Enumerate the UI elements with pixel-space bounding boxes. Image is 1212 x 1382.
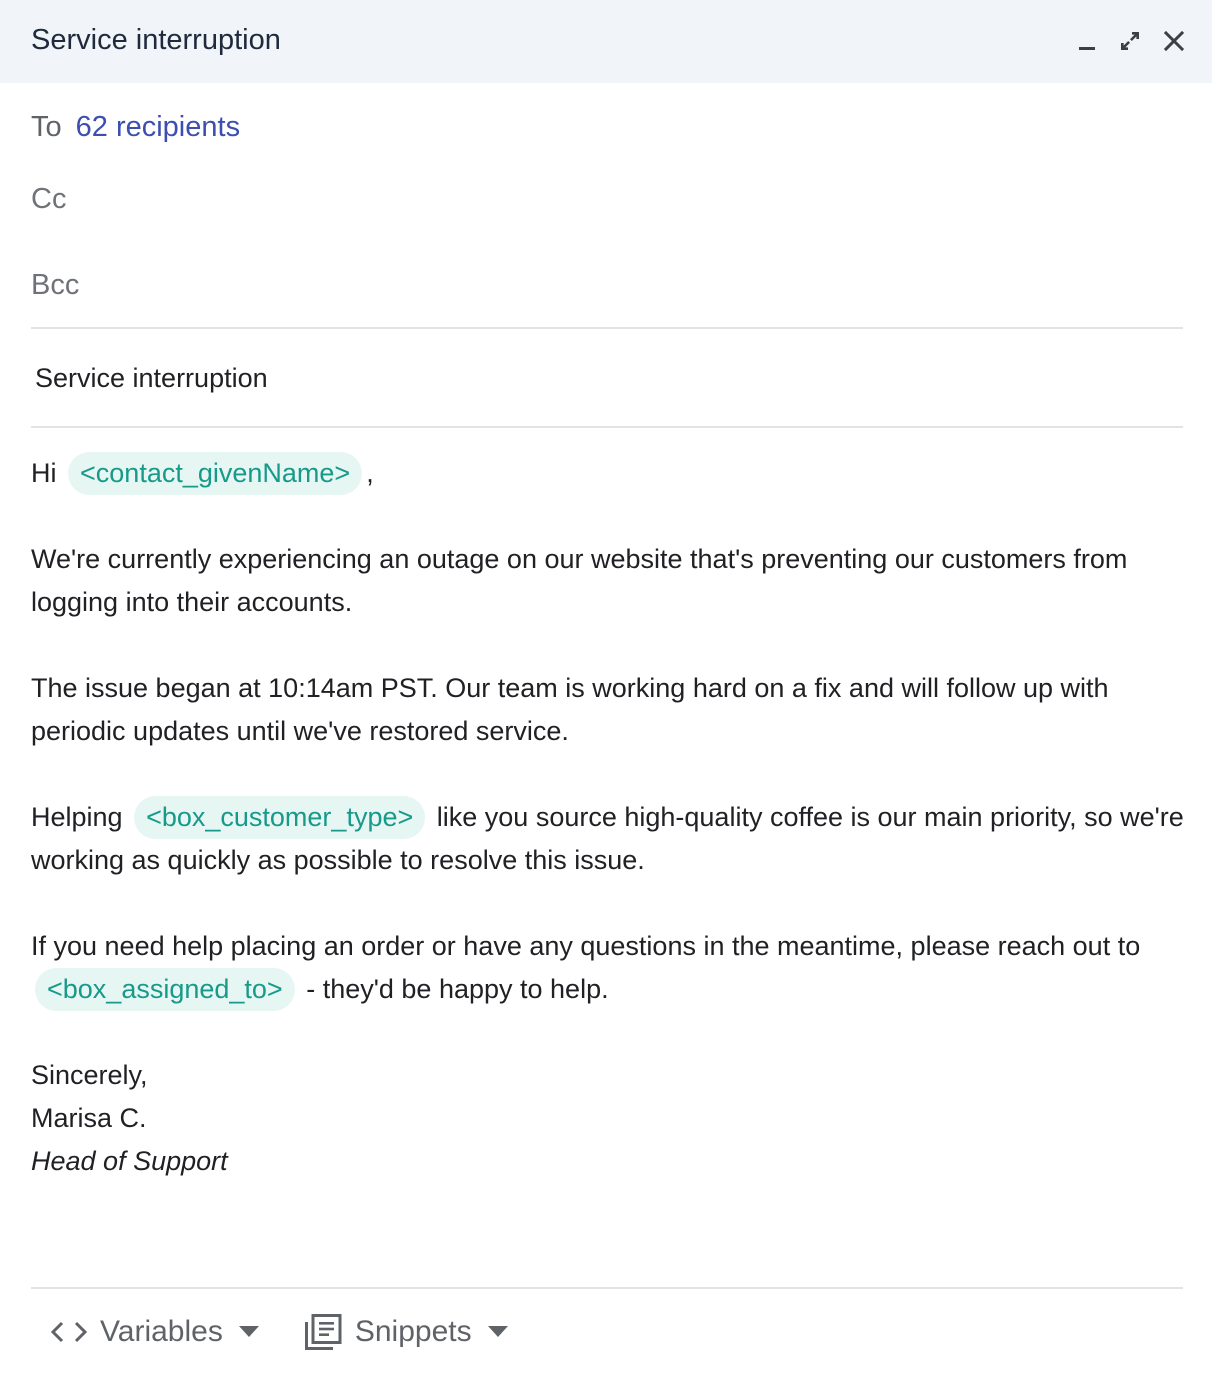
- paragraph-contact-suffix: - they'd be happy to help.: [306, 974, 609, 1004]
- compose-titlebar: [0, 0, 1212, 83]
- window-title: Service interruption: [31, 24, 281, 56]
- paragraph-contact-prefix: If you need help placing an order or have any questions in the meantime, please reach out to: [31, 931, 1141, 961]
- greeting-line: [31, 452, 1191, 495]
- signoff: Sincerely,: [31, 1060, 148, 1090]
- variable-chip-box-assigned-to[interactable]: <box_assigned_to>: [35, 968, 295, 1011]
- paragraph-priority: [31, 796, 1191, 882]
- snippets-label: Snippets: [354, 1315, 472, 1348]
- paragraph-contact: [31, 925, 1191, 1011]
- expand-icon: [1118, 29, 1142, 53]
- cc-field[interactable]: Cc: [31, 183, 67, 215]
- paragraph-issue-time: The issue began at 10:14am PST. Our team is working hard on a fix and will follow up with periodic updates until we've restored service.: [31, 673, 1109, 746]
- snippets-button[interactable]: [305, 1314, 508, 1350]
- code-brackets-icon: [50, 1319, 88, 1345]
- close-icon: [1162, 29, 1186, 53]
- caret-down-icon: [488, 1326, 508, 1338]
- compose-toolbar: [50, 1310, 508, 1354]
- paragraph-priority-prefix: Helping: [31, 802, 123, 832]
- variable-chip-contact-givenname[interactable]: <contact_givenName>: [68, 452, 362, 495]
- paragraph-outage: We're currently experiencing an outage on our website that's preventing our customers from logging into their accounts.: [31, 544, 1128, 617]
- recipients-link[interactable]: 62 recipients: [75, 111, 241, 143]
- signature-title: Head of Support: [31, 1146, 228, 1176]
- message-body[interactable]: [31, 452, 1191, 1183]
- minimize-button[interactable]: [1070, 24, 1104, 58]
- greeting-suffix: ,: [366, 458, 374, 488]
- variable-chip-box-customer-type[interactable]: <box_customer_type>: [134, 796, 425, 839]
- to-label: To: [31, 111, 62, 143]
- minimize-icon: [1076, 30, 1098, 52]
- divider: [31, 327, 1183, 329]
- subject-field[interactable]: Service interruption: [35, 363, 268, 393]
- close-button[interactable]: [1157, 24, 1191, 58]
- greeting-prefix: Hi: [31, 458, 57, 488]
- paragraph-priority-suffix: like you source high-quality coffee is our main priority, so we're working as quickly as possible to resolve this issue.: [31, 802, 1184, 875]
- snippets-icon: [305, 1314, 343, 1350]
- to-field[interactable]: [31, 109, 240, 145]
- expand-button[interactable]: [1113, 24, 1147, 58]
- divider: [31, 426, 1183, 428]
- bcc-field[interactable]: Bcc: [31, 269, 80, 301]
- variables-button[interactable]: [50, 1315, 259, 1349]
- variables-label: Variables: [100, 1315, 223, 1348]
- divider: [31, 1287, 1183, 1289]
- signature-name: Marisa C.: [31, 1103, 147, 1133]
- caret-down-icon: [239, 1326, 259, 1338]
